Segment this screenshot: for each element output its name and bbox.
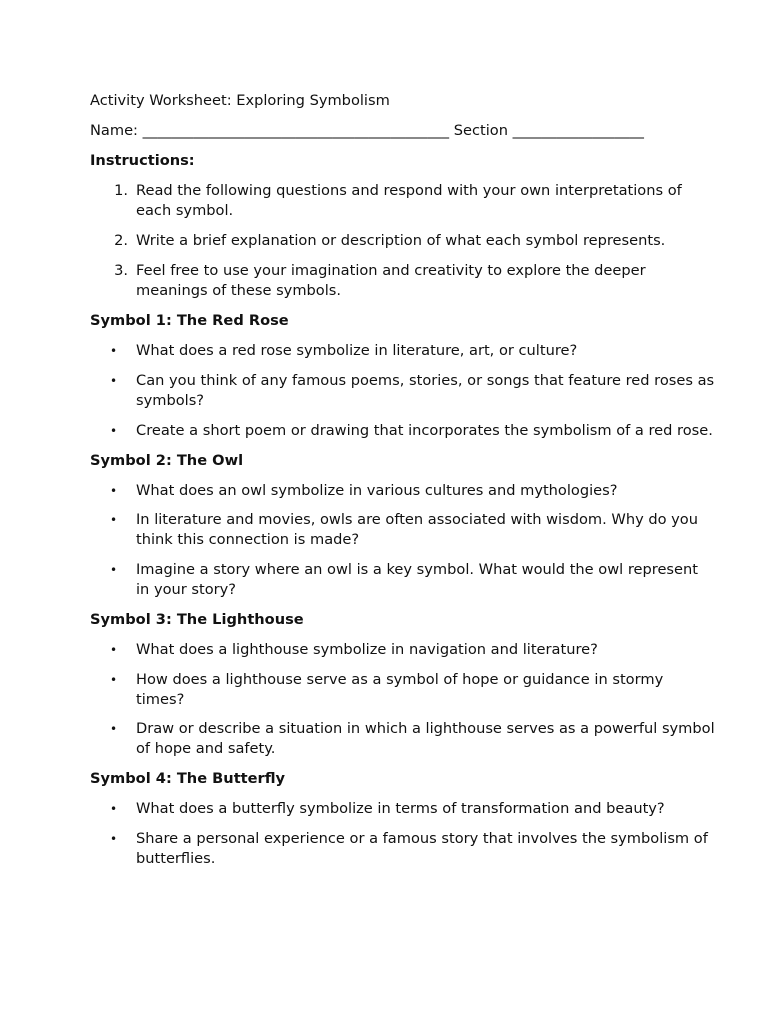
bullet-icon: • [110,673,118,687]
question-item: • Share a personal experience or a famous story that involves the symbolism of butterflies. [110,830,708,867]
bullet-icon: • [110,643,118,657]
section-list-owl [90,481,715,600]
list-number: 3. [114,262,128,279]
question-item: • How does a lighthouse serve as a symbol of hope or guidance in stormy times? [110,671,664,708]
bullet-icon: • [110,513,118,527]
question-item: • Can you think of any famous poems, stories, or songs that feature red roses as symbols? [110,372,715,409]
question-item: • What does an owl symbolize in various cultures and mythologies? [110,482,618,499]
section-heading-red-rose: Symbol 1: The Red Rose [90,312,289,329]
section-heading-owl: Symbol 2: The Owl [90,452,244,469]
bullet-icon: • [110,344,118,358]
instruction-item: 1. Read the following questions and respond with your own interpretations of each symbol. [90,181,715,221]
question-item: • Draw or describe a situation in which a lighthouse serves as a powerful symbol of hope and safety. [110,720,715,757]
question-item: • In literature and movies, owls are often associated with wisdom. Why do you think this connection is made? [110,511,698,548]
instruction-item: 2. Write a brief explanation or description of what each symbol represents. [90,231,715,251]
bullet-icon: • [110,374,118,388]
question-item: • Create a short poem or drawing that incorporates the symbolism of a red rose. [110,422,713,439]
worksheet-title: Activity Worksheet: Exploring Symbolism [90,92,390,109]
list-number: 1. [114,182,128,199]
question-item: • What does a butterfly symbolize in terms of transformation and beauty? [110,800,665,817]
question-item: • Imagine a story where an owl is a key symbol. What would the owl represent in your story? [110,561,698,598]
bullet-icon: • [110,484,118,498]
list-number: 2. [114,232,128,249]
section-list-lighthouse [90,640,715,759]
bullet-icon: • [110,424,118,438]
instructions-list [90,181,715,301]
section-heading-lighthouse: Symbol 3: The Lighthouse [90,611,304,628]
instructions-heading: Instructions: [90,152,195,169]
section-list-red-rose [90,341,715,441]
bullet-icon: • [110,832,118,846]
instruction-item: 3. Feel free to use your imagination and creativity to explore the deeper meanings of these symbols. [90,261,715,301]
worksheet-page [90,91,715,879]
question-item: • What does a lighthouse symbolize in navigation and literature? [110,641,598,658]
question-item: • What does a red rose symbolize in literature, art, or culture? [110,342,578,359]
name-section-line: Name: __________________________________________ Section __________________ [90,122,644,139]
bullet-icon: • [110,563,118,577]
bullet-icon: • [110,802,118,816]
bullet-icon: • [110,722,118,736]
section-list-butterfly [90,799,715,869]
section-heading-butterfly: Symbol 4: The Butterfly [90,770,286,787]
